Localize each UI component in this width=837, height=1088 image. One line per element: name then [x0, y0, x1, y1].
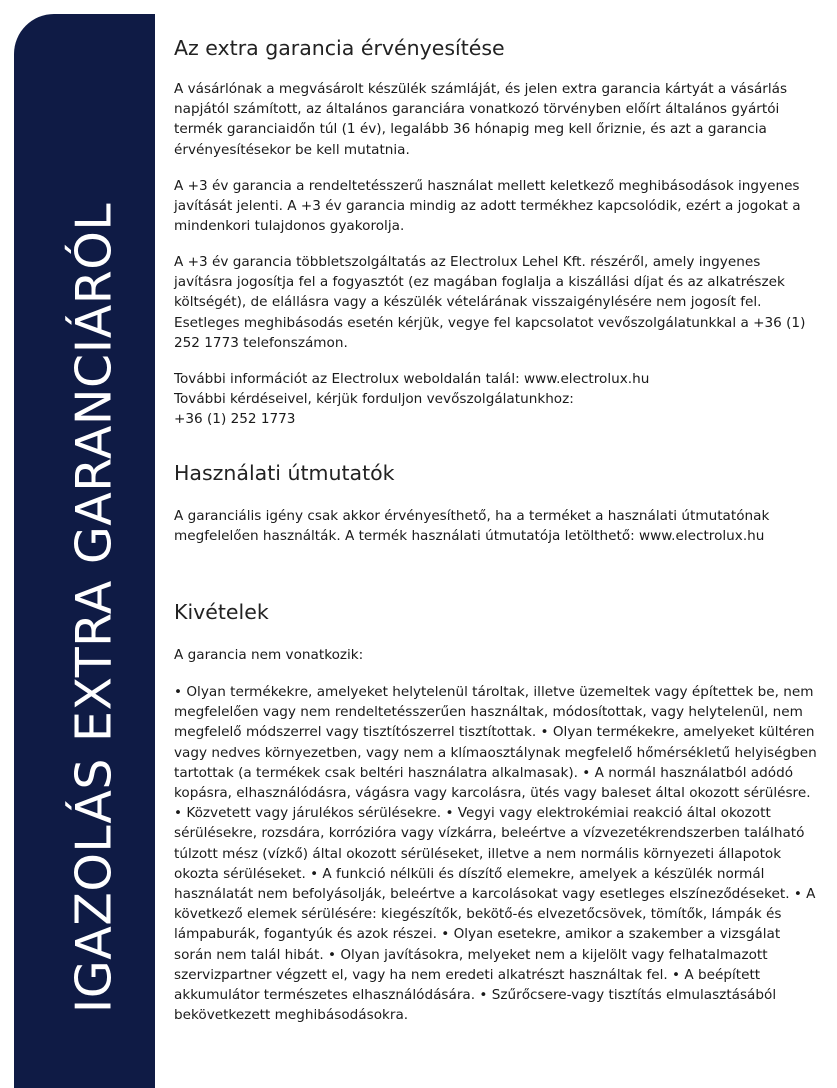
- info-line-2: További kérdéseivel, kérjük forduljon vevőszolgálatunkhoz:: [174, 391, 574, 408]
- exceptions-intro: A garancia nem vonatkozik:: [174, 647, 364, 663]
- validation-paragraph-1: A vásárlónak a megvásárolt készülék számláját, és jelen extra garancia kártyát a vásárlás napjától számított, az általános garanciára vonatkozó törvényben előírt általános gyártói termék garanciaidőn túl (1 év), legalább 36 hónapig meg kell őriznie, és azt a garancia érvényesítésekor be kell mutatnia.: [174, 81, 788, 158]
- heading-validation: Az extra garancia érvényesítése: [174, 36, 505, 60]
- exceptions-list: • Olyan termékekre, amelyeket helytelenül tároltak, illetve üzemeltek vagy építettek be, nem megfelelően vagy nem rendeltetésszerűen használtak, módosítottak, vagy helytelenül, nem megfelelő módszerrel vagy tisztítószerrel tisztítottak. • Olyan termékekre, amelyeket kültéren vagy nedves környezetben, vagy nem a klímaosztálynak megfelelő hőmérsékletű helyiségben tartottak (a termékek csak beltéri használatra alkalmasak). • A normál használatból adódó kopásra, elhasználódásra, vágásra vagy karcolásra, ütés vagy baleset által okozott sérülésre. • Közvetett vagy járulékos sérülésekre. • Vegyi vagy elektrokémiai reakció által okozott sérülésekre, rozsdára, korrózióra vagy vízkárra, beleértve a vízvezetékrendszerben található túlzott mész (vízkő) által okozott sérüléseket, illetve a nem normális környezeti állapotok okozta sérüléseket. • A funkció nélküli és díszítő elemekre, amelyek a készülék normál használatát nem befolyásolják, beleértve a karcolásokat vagy esetleges elszíneződéseket. • A következő elemek sérülésére: kiegészítők, bekötő-és elvezetőcsövek, tömítők, lámpák és lámpaburák, fogantyúk és azok részei. • Olyan esetekre, amikor a szakember a vizsgálat során nem talál hibát. • Olyan javításokra, melyeket nem a kijelölt vagy felhatalmazott szervizpartner végzett el, vagy ha nem eredeti alkatrészt használtak fel. • A beépített akkumulátor természetes elhasználódására. • Szűrőcsere-vagy tisztítás elmulasztásából bekövetkezett meghibásodásokra.: [174, 684, 817, 1024]
- info-line-1: További információt az Electrolux weboldalán talál: www.electrolux.hu: [174, 371, 650, 387]
- sidebar-title: IGAZOLÁS EXTRA GARANCIÁRÓL: [65, 202, 123, 1014]
- heading-manuals: Használati útmutatók: [174, 461, 395, 485]
- sidebar-band: [14, 14, 155, 1088]
- validation-paragraph-3: A +3 év garancia többletszolgáltatás az Electrolux Lehel Kft. részéről, amely ingyenes javításra jogosítja fel a fogyasztót (ez magában foglalja a kiszállási díjat és az alkatrészek költségét), de elállásra vagy a készülék vételárának visszaigénylésére nem jogosít fel. Esetleges meghibásodás esetén kérjük, vegye fel kapcsolatot vevőszolgálatunkkal a +36 (1) 252 1773 telefonszámon.: [174, 254, 806, 351]
- validation-paragraph-2: A +3 év garancia a rendeltetésszerű használat mellett keletkező meghibásodások ingyenes javítását jelenti. A +3 év garancia mindig az adott termékhez kapcsolódik, ezért a jogokat a mindenkori tulajdonos gyakorolja.: [174, 178, 801, 235]
- heading-exceptions: Kivételek: [174, 600, 269, 624]
- info-line-3: +36 (1) 252 1773: [174, 411, 296, 428]
- contact-info: [174, 369, 822, 430]
- manuals-paragraph: A garanciális igény csak akkor érvényesíthető, ha a terméket a használati útmutatónak megfelelően használták. A termék használati útmutatója letölthető: www.electrolux.hu: [174, 508, 770, 545]
